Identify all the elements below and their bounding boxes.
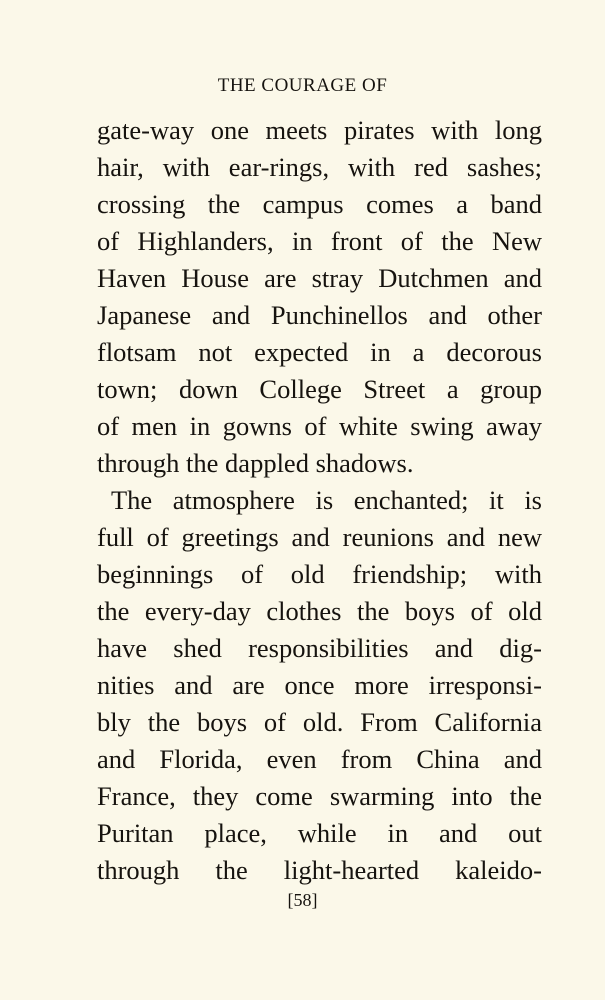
text-line: Puritan place, while in and out — [97, 818, 542, 848]
text-line: town; down College Street a group — [97, 374, 542, 404]
text-line: full of greetings and reunions and new — [97, 522, 542, 552]
text-line: hair, with ear-rings, with red sashes; — [97, 152, 542, 182]
text-line: bly the boys of old. From California — [97, 707, 542, 737]
page-number: [58] — [287, 890, 318, 910]
body-text — [97, 112, 542, 889]
text-line: beginnings of old friendship; with — [97, 559, 542, 589]
text-line: of Highlanders, in front of the New — [97, 226, 542, 256]
text-line: crossing the campus comes a band — [97, 189, 542, 219]
text-line: through the light-hearted kaleido- — [97, 855, 542, 885]
text-line: and Florida, even from China and — [97, 744, 542, 774]
text-line: Haven House are stray Dutchmen and — [97, 263, 542, 293]
text-line: nities and are once more irresponsi- — [97, 670, 542, 700]
text-line: through the dappled shadows. — [97, 448, 414, 478]
text-line: have shed responsibilities and dig- — [97, 633, 542, 663]
text-line: France, they come swarming into the — [97, 781, 542, 811]
running-head: THE COURAGE OF — [217, 75, 388, 96]
text-line: gate-way one meets pirates with long — [97, 115, 542, 145]
paragraph-first-line: The atmosphere is enchanted; it is — [111, 485, 542, 515]
text-line: of men in gowns of white swing away — [97, 411, 542, 441]
text-line: Japanese and Punchinellos and other — [97, 300, 542, 330]
text-line: the every-day clothes the boys of old — [97, 596, 542, 626]
text-line: flotsam not expected in a decorous — [97, 337, 542, 367]
